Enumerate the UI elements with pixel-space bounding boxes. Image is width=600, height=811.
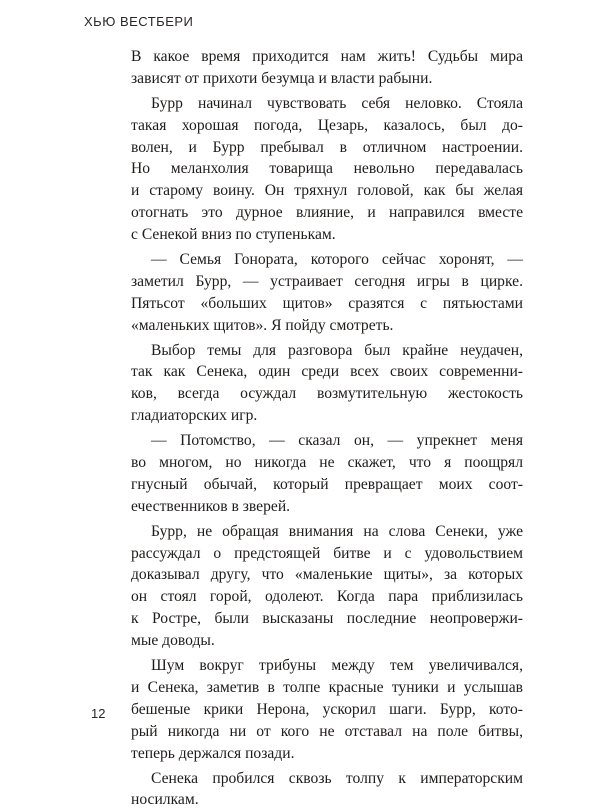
paragraph — [131, 93, 523, 246]
text-line: Выбор темы для разговора был крайне неудачен, — [131, 340, 523, 362]
text-line: рассуждал о предстоящей битве и с удовольствием — [131, 543, 523, 565]
text-line: такая хорошая погода, Цезарь, казалось, был до- — [131, 115, 523, 137]
text-line: Шум вокруг трибуны между тем увеличивался, — [131, 655, 523, 677]
text-line: ков, всегда осуждал возмутительную жестокость — [131, 383, 523, 405]
text-line: В какое время приходится нам жить! Судьбы мира — [131, 46, 523, 68]
text-line: во многом, но никогда не скажет, что я поощрял — [131, 452, 523, 474]
text-line: — Потомство, — сказал он, — упрекнет меня — [131, 430, 523, 452]
text-line: бешеные крики Нерона, ускорил шаги. Бурр, кото- — [131, 699, 523, 721]
text-line: зависят от прихоти безумца и власти рабыни. — [131, 68, 523, 90]
text-line: он стоял горой, одолеют. Когда пара приблизилась — [131, 586, 523, 608]
text-line: заметил Бурр, — устраивает сегодня игры в цирке. — [131, 271, 523, 293]
paragraph — [131, 768, 523, 811]
text-line: доказывал другу, что «маленькие щиты», за которых — [131, 564, 523, 586]
text-line: Но меланхолия товарища невольно передавалась — [131, 158, 523, 180]
text-line: так как Сенека, один среди всех своих современни- — [131, 361, 523, 383]
text-line: и Сенека, заметив в толпе красные туники и услышав — [131, 677, 523, 699]
paragraph — [131, 655, 523, 764]
text-line: к Ростре, были высказаны последние неопровержи- — [131, 608, 523, 630]
text-line: отогнать это дурное влияние, и направился вместе — [131, 202, 523, 224]
text-line: рый никогда ни от кого не отставал на поле битвы, — [131, 721, 523, 743]
text-line: ечественников в зверей. — [131, 496, 523, 518]
text-line: волен, и Бурр пребывал в отличном настроении. — [131, 137, 523, 159]
text-line: Бурр начинал чувствовать себя неловко. Стояла — [131, 93, 523, 115]
text-line: носилкам. — [131, 789, 523, 811]
paragraph — [131, 46, 523, 90]
page-number: 12 — [91, 706, 105, 721]
running-head: ХЬЮ ВЕСТБЕРИ — [84, 14, 193, 29]
text-line: Пятьсот «больших щитов» сразятся с пятьюстами — [131, 293, 523, 315]
text-line: Бурр, не обращая внимания на слова Сенеки, уже — [131, 521, 523, 543]
text-line: мые доводы. — [131, 630, 523, 652]
text-line: гнусный обычай, который превращает моих соот- — [131, 474, 523, 496]
paragraph — [131, 430, 523, 518]
text-line: Сенека пробился сквозь толпу к императорским — [131, 768, 523, 790]
paragraph — [131, 249, 523, 337]
text-line: теперь держался позади. — [131, 743, 523, 765]
text-line: гладиаторских игр. — [131, 405, 523, 427]
text-line: — Семья Гонората, которого сейчас хоронят, — — [131, 249, 523, 271]
text-line: «маленьких щитов». Я пойду смотреть. — [131, 315, 523, 337]
body-text — [131, 46, 523, 811]
paragraph — [131, 340, 523, 428]
paragraph — [131, 521, 523, 652]
text-line: и старому воину. Он тряхнул головой, как бы желая — [131, 180, 523, 202]
text-line: с Сенекой вниз по ступенькам. — [131, 224, 523, 246]
